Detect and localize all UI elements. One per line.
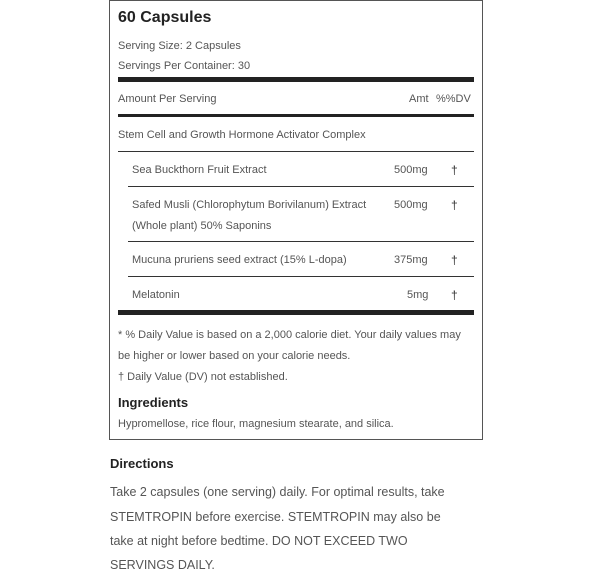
ingredient-name: Mucuna pruriens seed extract (15% L-dopa) (132, 254, 347, 266)
amt-header: Amt (409, 93, 429, 105)
ingredient-name: Sea Buckthorn Fruit Extract (132, 164, 267, 176)
ingredient-name-line2: (Whole plant) 50% Saponins (132, 220, 272, 232)
panel-content (118, 1, 474, 441)
ingredient-dv: † (451, 288, 458, 302)
ingredient-name: Safed Musli (Chlorophytum Borivilanum) Extract (132, 199, 367, 211)
footnote: * % Daily Value is based on a 2,000 calorie diet. Your daily values may (118, 329, 461, 341)
ingredient-dv: † (451, 163, 458, 177)
ingredient-amount: 375mg (394, 254, 428, 266)
directions-line: STEMTROPIN before exercise. STEMTROPIN may also be (110, 510, 441, 524)
directions-title: Directions (110, 456, 174, 471)
amount-per-serving-header: Amount Per Serving (118, 93, 217, 105)
supplement-facts-panel (109, 0, 483, 440)
complex-name: Stem Cell and Growth Hormone Activator Complex (118, 129, 366, 141)
directions-line: take at night before bedtime. DO NOT EXCEED TWO (110, 534, 408, 548)
ingredient-amount: 500mg (394, 199, 428, 211)
divider (128, 186, 474, 187)
directions-line: Take 2 capsules (one serving) daily. For optimal results, take (110, 485, 445, 499)
panel-title: 60 Capsules (118, 9, 212, 26)
ingredient-name: Melatonin (132, 289, 180, 301)
divider (118, 151, 474, 152)
servings-per-container: Servings Per Container: 30 (118, 60, 251, 72)
directions-line: SERVINGS DAILY. (110, 558, 215, 572)
ingredient-dv: † (451, 198, 458, 212)
ingredients-title: Ingredients (118, 395, 189, 410)
thick-rule-top (118, 77, 474, 82)
ingredient-amount: 500mg (394, 164, 428, 176)
thick-rule-mid (118, 114, 474, 117)
thick-rule-bottom (118, 310, 474, 315)
footnote: be higher or lower based on your calorie needs. (118, 350, 351, 362)
dv-header: %%DV (436, 93, 471, 105)
ingredients-text: Hypromellose, rice flour, magnesium stearate, and silica. (118, 418, 394, 430)
divider (128, 241, 474, 242)
divider (128, 276, 474, 277)
ingredient-amount: 5mg (407, 289, 429, 301)
serving-size: Serving Size: 2 Capsules (118, 40, 241, 52)
footnote-dagger: † Daily Value (DV) not established. (118, 371, 288, 383)
ingredient-dv: † (451, 253, 458, 267)
